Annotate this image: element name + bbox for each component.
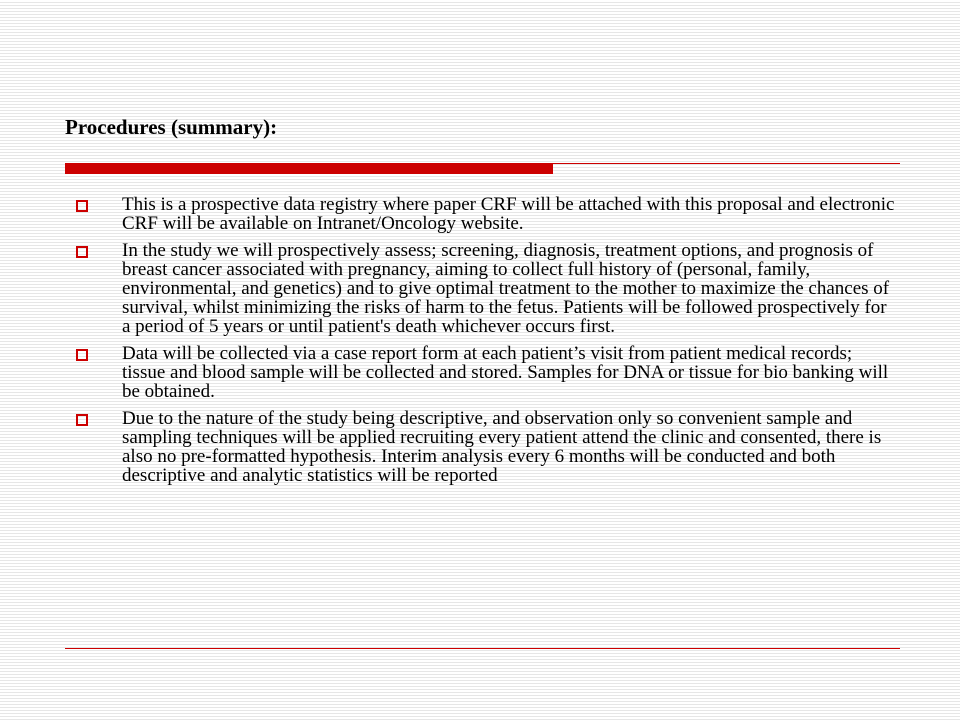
bullet-text: In the study we will prospectively assess; screening, diagnosis, treatment options, and prognosis of breast cancer associated with pregnancy, aiming to collect full history of (personal, family, environmental, and genetics) and to give optimal treatment to the mother to maximize the chances of survival, whilst minimizing the risks of harm to the fetus. Patients will be followed prospectively for a period of 5 years or until patient's death whichever occurs first. [122, 240, 890, 337]
square-bullet-icon [76, 246, 88, 258]
square-bullet-icon [76, 200, 88, 212]
square-bullet-icon [76, 414, 88, 426]
title-underline-thin [553, 163, 900, 164]
bullet-item [76, 344, 896, 401]
slide-title: Procedures (summary): [65, 115, 278, 139]
title-underline-thick [65, 163, 553, 174]
square-bullet-icon [76, 349, 88, 361]
bullet-item [76, 241, 896, 336]
bullet-text: This is a prospective data registry where paper CRF will be attached with this proposal and electronic CRF will be available on Intranet/Oncology website. [122, 194, 895, 234]
bullet-list [76, 195, 896, 493]
bullet-text: Data will be collected via a case report form at each patient’s visit from patient medical records; tissue and blood sample will be collected and stored. Samples for DNA or tissue for bio banking will be obtained. [122, 343, 889, 402]
bullet-item [76, 409, 896, 485]
bullet-text: Due to the nature of the study being descriptive, and observation only so convenient sample and sampling techniques will be applied recruiting every patient attend the clinic and consented, there is also no pre-formatted hypothesis. Interim analysis every 6 months will be conducted and both descriptive and analytic statistics will be reported [122, 408, 882, 486]
footer-rule [65, 648, 900, 649]
bullet-item [76, 195, 896, 233]
